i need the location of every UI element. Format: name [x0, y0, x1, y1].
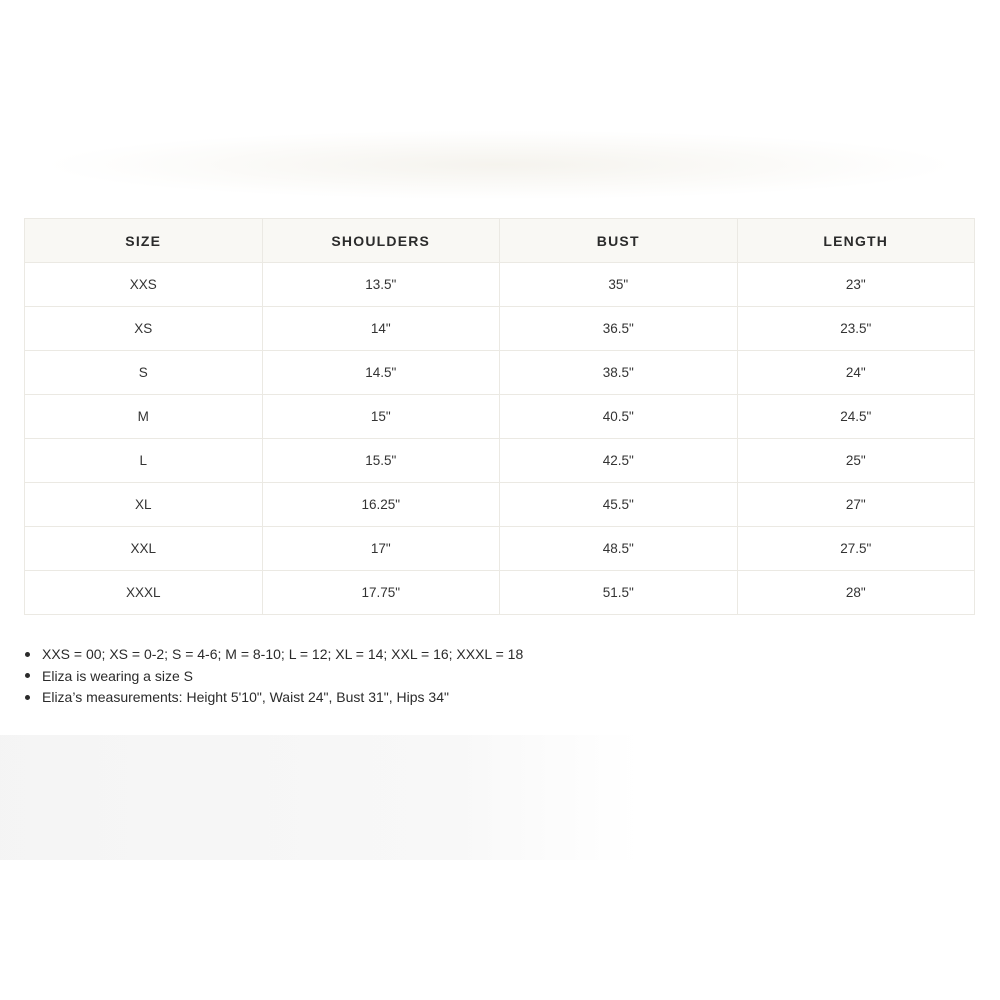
- cell-length: 27.5": [737, 527, 975, 571]
- cell-size: XS: [25, 307, 263, 351]
- size-notes-list: [24, 644, 523, 709]
- list-item: [24, 644, 523, 666]
- cell-length: 28": [737, 571, 975, 615]
- cell-bust: 48.5": [500, 527, 738, 571]
- table-row: [25, 263, 975, 307]
- cell-length: 24.5": [737, 395, 975, 439]
- cell-bust: 38.5": [500, 351, 738, 395]
- note-model-measurements: Eliza’s measurements: Height 5'10", Waist 24", Bust 31", Hips 34": [42, 689, 449, 705]
- cell-size: XXXL: [25, 571, 263, 615]
- cell-size: XXS: [25, 263, 263, 307]
- list-item: [24, 666, 523, 688]
- cell-size: S: [25, 351, 263, 395]
- background-haze-bottom: [0, 735, 640, 860]
- table-row: [25, 571, 975, 615]
- cell-shoulders: 14.5": [262, 351, 500, 395]
- bullet-icon: [25, 695, 30, 700]
- table-row: [25, 483, 975, 527]
- cell-shoulders: 17": [262, 527, 500, 571]
- table-row: [25, 395, 975, 439]
- cell-bust: 36.5": [500, 307, 738, 351]
- table-row: [25, 527, 975, 571]
- cell-bust: 45.5": [500, 483, 738, 527]
- bullet-icon: [25, 673, 30, 678]
- header-shoulders: SHOULDERS: [262, 219, 500, 263]
- cell-length: 25": [737, 439, 975, 483]
- header-length: LENGTH: [737, 219, 975, 263]
- header-size: SIZE: [25, 219, 263, 263]
- cell-length: 24": [737, 351, 975, 395]
- header-row: [25, 219, 975, 263]
- cell-shoulders: 13.5": [262, 263, 500, 307]
- list-item: [24, 687, 523, 709]
- cell-shoulders: 17.75": [262, 571, 500, 615]
- cell-length: 23.5": [737, 307, 975, 351]
- cell-length: 23": [737, 263, 975, 307]
- size-chart-table: [24, 218, 975, 615]
- cell-bust: 35": [500, 263, 738, 307]
- header-bust: BUST: [500, 219, 738, 263]
- note-model-size: Eliza is wearing a size S: [42, 667, 193, 684]
- cell-length: 27": [737, 483, 975, 527]
- cell-bust: 40.5": [500, 395, 738, 439]
- cell-shoulders: 15": [262, 395, 500, 439]
- size-chart-body: [25, 263, 975, 615]
- bullet-icon: [25, 652, 30, 657]
- background-haze-top: [40, 130, 960, 200]
- table-row: [25, 351, 975, 395]
- cell-shoulders: 16.25": [262, 483, 500, 527]
- note-size-conversion: XXS = 00; XS = 0-2; S = 4-6; M = 8-10; L = 12; XL = 14; XXL = 16; XXXL = 18: [42, 646, 524, 662]
- cell-size: M: [25, 395, 263, 439]
- cell-size: XXL: [25, 527, 263, 571]
- table-row: [25, 439, 975, 483]
- cell-bust: 51.5": [500, 571, 738, 615]
- table-row: [25, 307, 975, 351]
- size-chart-header: [25, 219, 975, 263]
- cell-shoulders: 15.5": [262, 439, 500, 483]
- cell-size: L: [25, 439, 263, 483]
- cell-shoulders: 14": [262, 307, 500, 351]
- cell-bust: 42.5": [500, 439, 738, 483]
- cell-size: XL: [25, 483, 263, 527]
